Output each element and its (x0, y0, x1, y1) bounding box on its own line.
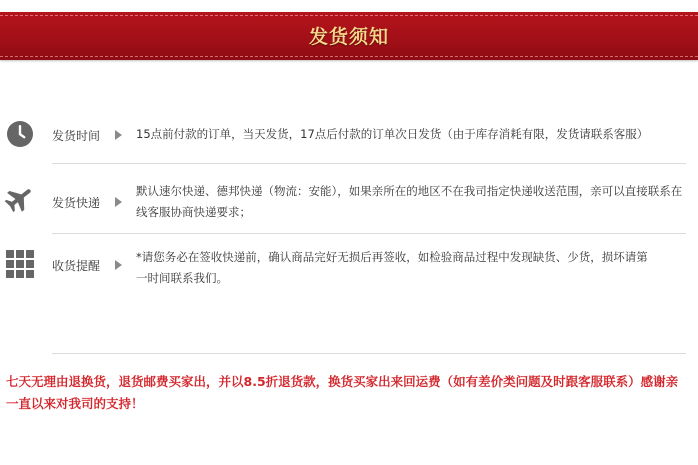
arrow-right-icon (115, 197, 122, 207)
section-label: 发货快递 (52, 196, 101, 210)
arrow-right-icon (115, 130, 122, 140)
section-text: *请您务必在签收快递前，确认商品完好无损后再签收，如检验商品过程中发现缺货、少货，损坏请第一时间联系我们。 (136, 250, 648, 285)
section-label: 发货时间 (52, 129, 101, 143)
clock-icon (6, 120, 34, 148)
section-text: 15点前付款的订单，当天发货，17点后付款的订单次日发货（由于库存消耗有限，发货请联系客服） (136, 127, 649, 141)
arrow-right-icon (115, 260, 122, 270)
section-text: 默认速尔快递、德邦快递（物流：安能），如果亲所在的地区不在我司指定快递收送范围，亲可以直接联系在线客服协商快递要求； (136, 184, 683, 219)
divider (52, 233, 686, 234)
grid-icon (6, 250, 34, 278)
return-policy-notice: 七天无理由退换货，退货邮费买家出，并以8.5折退货款，换货买家出来回运费（如有差价类问题及时跟客服联系）感谢亲一直以来对我司的支持！ (6, 374, 679, 411)
divider (52, 163, 686, 164)
section-label: 收货提醒 (52, 259, 101, 273)
header-banner (0, 12, 698, 60)
airplane-icon (4, 183, 36, 213)
page-title: 发货须知 (308, 26, 389, 48)
divider (52, 353, 686, 354)
